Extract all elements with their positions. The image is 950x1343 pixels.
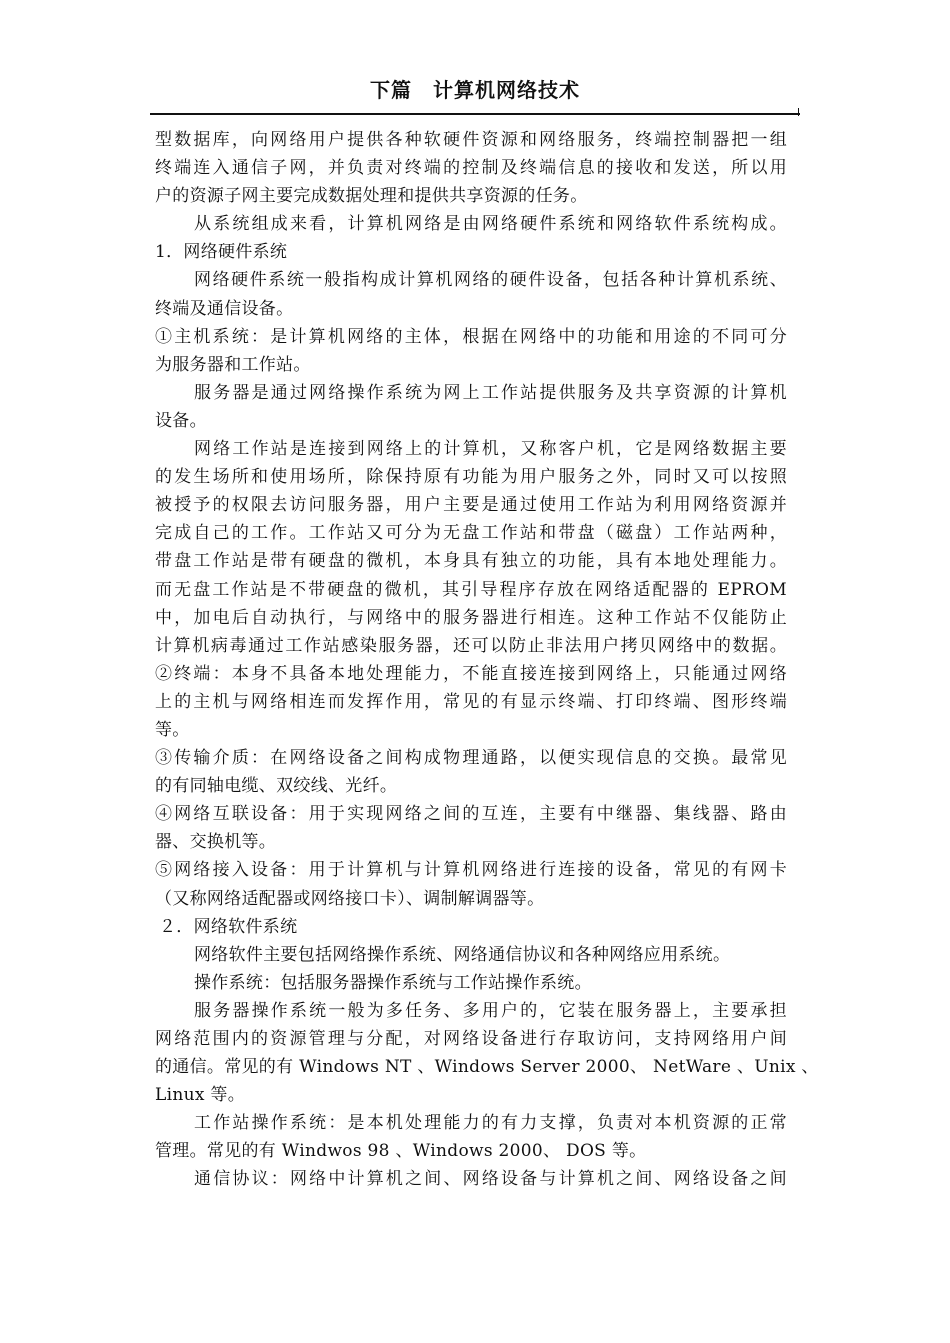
text-line: ２．网络软件系统: [159, 916, 298, 937]
text-line: 服务器是通过网络操作系统为网上工作站提供服务及共享资源的计算机: [194, 382, 787, 403]
text-line: 工作站操作系统：是本机处理能力的有力支撑，负责对本机资源的正常: [194, 1113, 787, 1134]
text-line: 设备。: [155, 410, 207, 431]
text-line: ①主机系统：是计算机网络的主体，根据在网络中的功能和用途的不同可分: [155, 326, 787, 347]
text-line: 为服务器和工作站。: [155, 354, 311, 375]
text-line: 的有同轴电缆、双绞线、光纤。: [155, 776, 398, 797]
text-line: 从系统组成来看，计算机网络是由网络硬件系统和网络软件系统构成。: [194, 214, 787, 235]
body-text: [155, 126, 819, 1194]
text-line: ⑤网络接入设备：用于计算机与计算机网络进行连接的设备，常见的有网卡: [155, 860, 787, 881]
text-line: Linux 等。: [155, 1085, 246, 1106]
header-rule: [150, 113, 800, 115]
text-line: ④网络互联设备：用于实现网络之间的互连，主要有中继器、集线器、路由: [155, 804, 787, 825]
text-line: ③传输介质：在网络设备之间构成物理通路，以便实现信息的交换。最常见: [155, 748, 787, 769]
text-line: 终端及通信设备。: [155, 298, 294, 319]
text-line: 器、交换机等。: [155, 832, 277, 853]
header-title: 下篇 计算机网络技术: [370, 78, 580, 102]
text-line: 户的资源子网主要完成数据处理和提供共享资源的任务。: [155, 186, 588, 207]
text-line: 的发生场所和使用场所，除保持原有功能为用户服务之外，同时又可以按照: [155, 467, 787, 488]
text-line: 中，加电后自动执行，与网络中的服务器进行相连。这种工作站不仅能防止: [155, 607, 787, 628]
text-line: 而无盘工作站是不带硬盘的微机，其引导程序存放在网络适配器的 EPROM: [155, 579, 787, 600]
text-line: 网络工作站是连接到网络上的计算机，又称客户机，它是网络数据主要: [194, 439, 787, 460]
text-line: 操作系统：包括服务器操作系统与工作站操作系统。: [194, 972, 592, 993]
text-line: 被授予的权限去访问服务器，用户主要是通过使用工作站为利用网络资源并: [155, 495, 787, 516]
text-line: （又称网络适配器或网络接口卡）、调制解调器等。: [155, 888, 545, 909]
text-line: ②终端：本身不具备本地处理能力，不能直接连接到网络上，只能通过网络: [155, 663, 787, 684]
text-line: 带盘工作站是带有硬盘的微机，本身具有独立的功能，具有本地处理能力。: [155, 551, 787, 572]
text-line: 管理。常见的有 Windwos 98 、Windows 2000、 DOS 等。: [155, 1141, 647, 1162]
text-line: 通信协议：网络中计算机之间、网络设备与计算机之间、网络设备之间: [194, 1169, 787, 1190]
header-rule-tick: [798, 108, 799, 116]
text-line: 型数据库，向网络用户提供各种软硬件资源和网络服务，终端控制器把一组: [155, 130, 787, 150]
text-line: 网络软件主要包括网络操作系统、网络通信协议和各种网络应用系统。: [194, 944, 731, 965]
text-line: 完成自己的工作。工作站又可分为无盘工作站和带盘（磁盘）工作站两种，: [155, 523, 787, 544]
text-line: 计算机病毒通过工作站感染服务器，还可以防止非法用户拷贝网络中的数据。: [155, 635, 787, 656]
text-line: 等。: [155, 719, 190, 740]
text-line: 网络范围内的资源管理与分配，对网络设备进行存取访问，支持网络用户间: [155, 1029, 787, 1049]
text-line: 1．网络硬件系统: [155, 242, 288, 263]
text-line: 的通信。常见的有 Windows NT 、Windows Server 2000、 NetWare 、Unix 、: [155, 1057, 819, 1078]
text-line: 网络硬件系统一般指构成计算机网络的硬件设备，包括各种计算机系统、: [194, 270, 787, 291]
text-line: 终端连入通信子网，并负责对终端的控制及终端信息的接收和发送，所以用: [155, 158, 787, 179]
page-header: [150, 76, 800, 116]
text-line: 服务器操作系统一般为多任务、多用户的，它装在服务器上，主要承担: [194, 1000, 787, 1021]
text-line: 上的主机与网络相连而发挥作用，常见的有显示终端、打印终端、图形终端: [155, 691, 787, 712]
